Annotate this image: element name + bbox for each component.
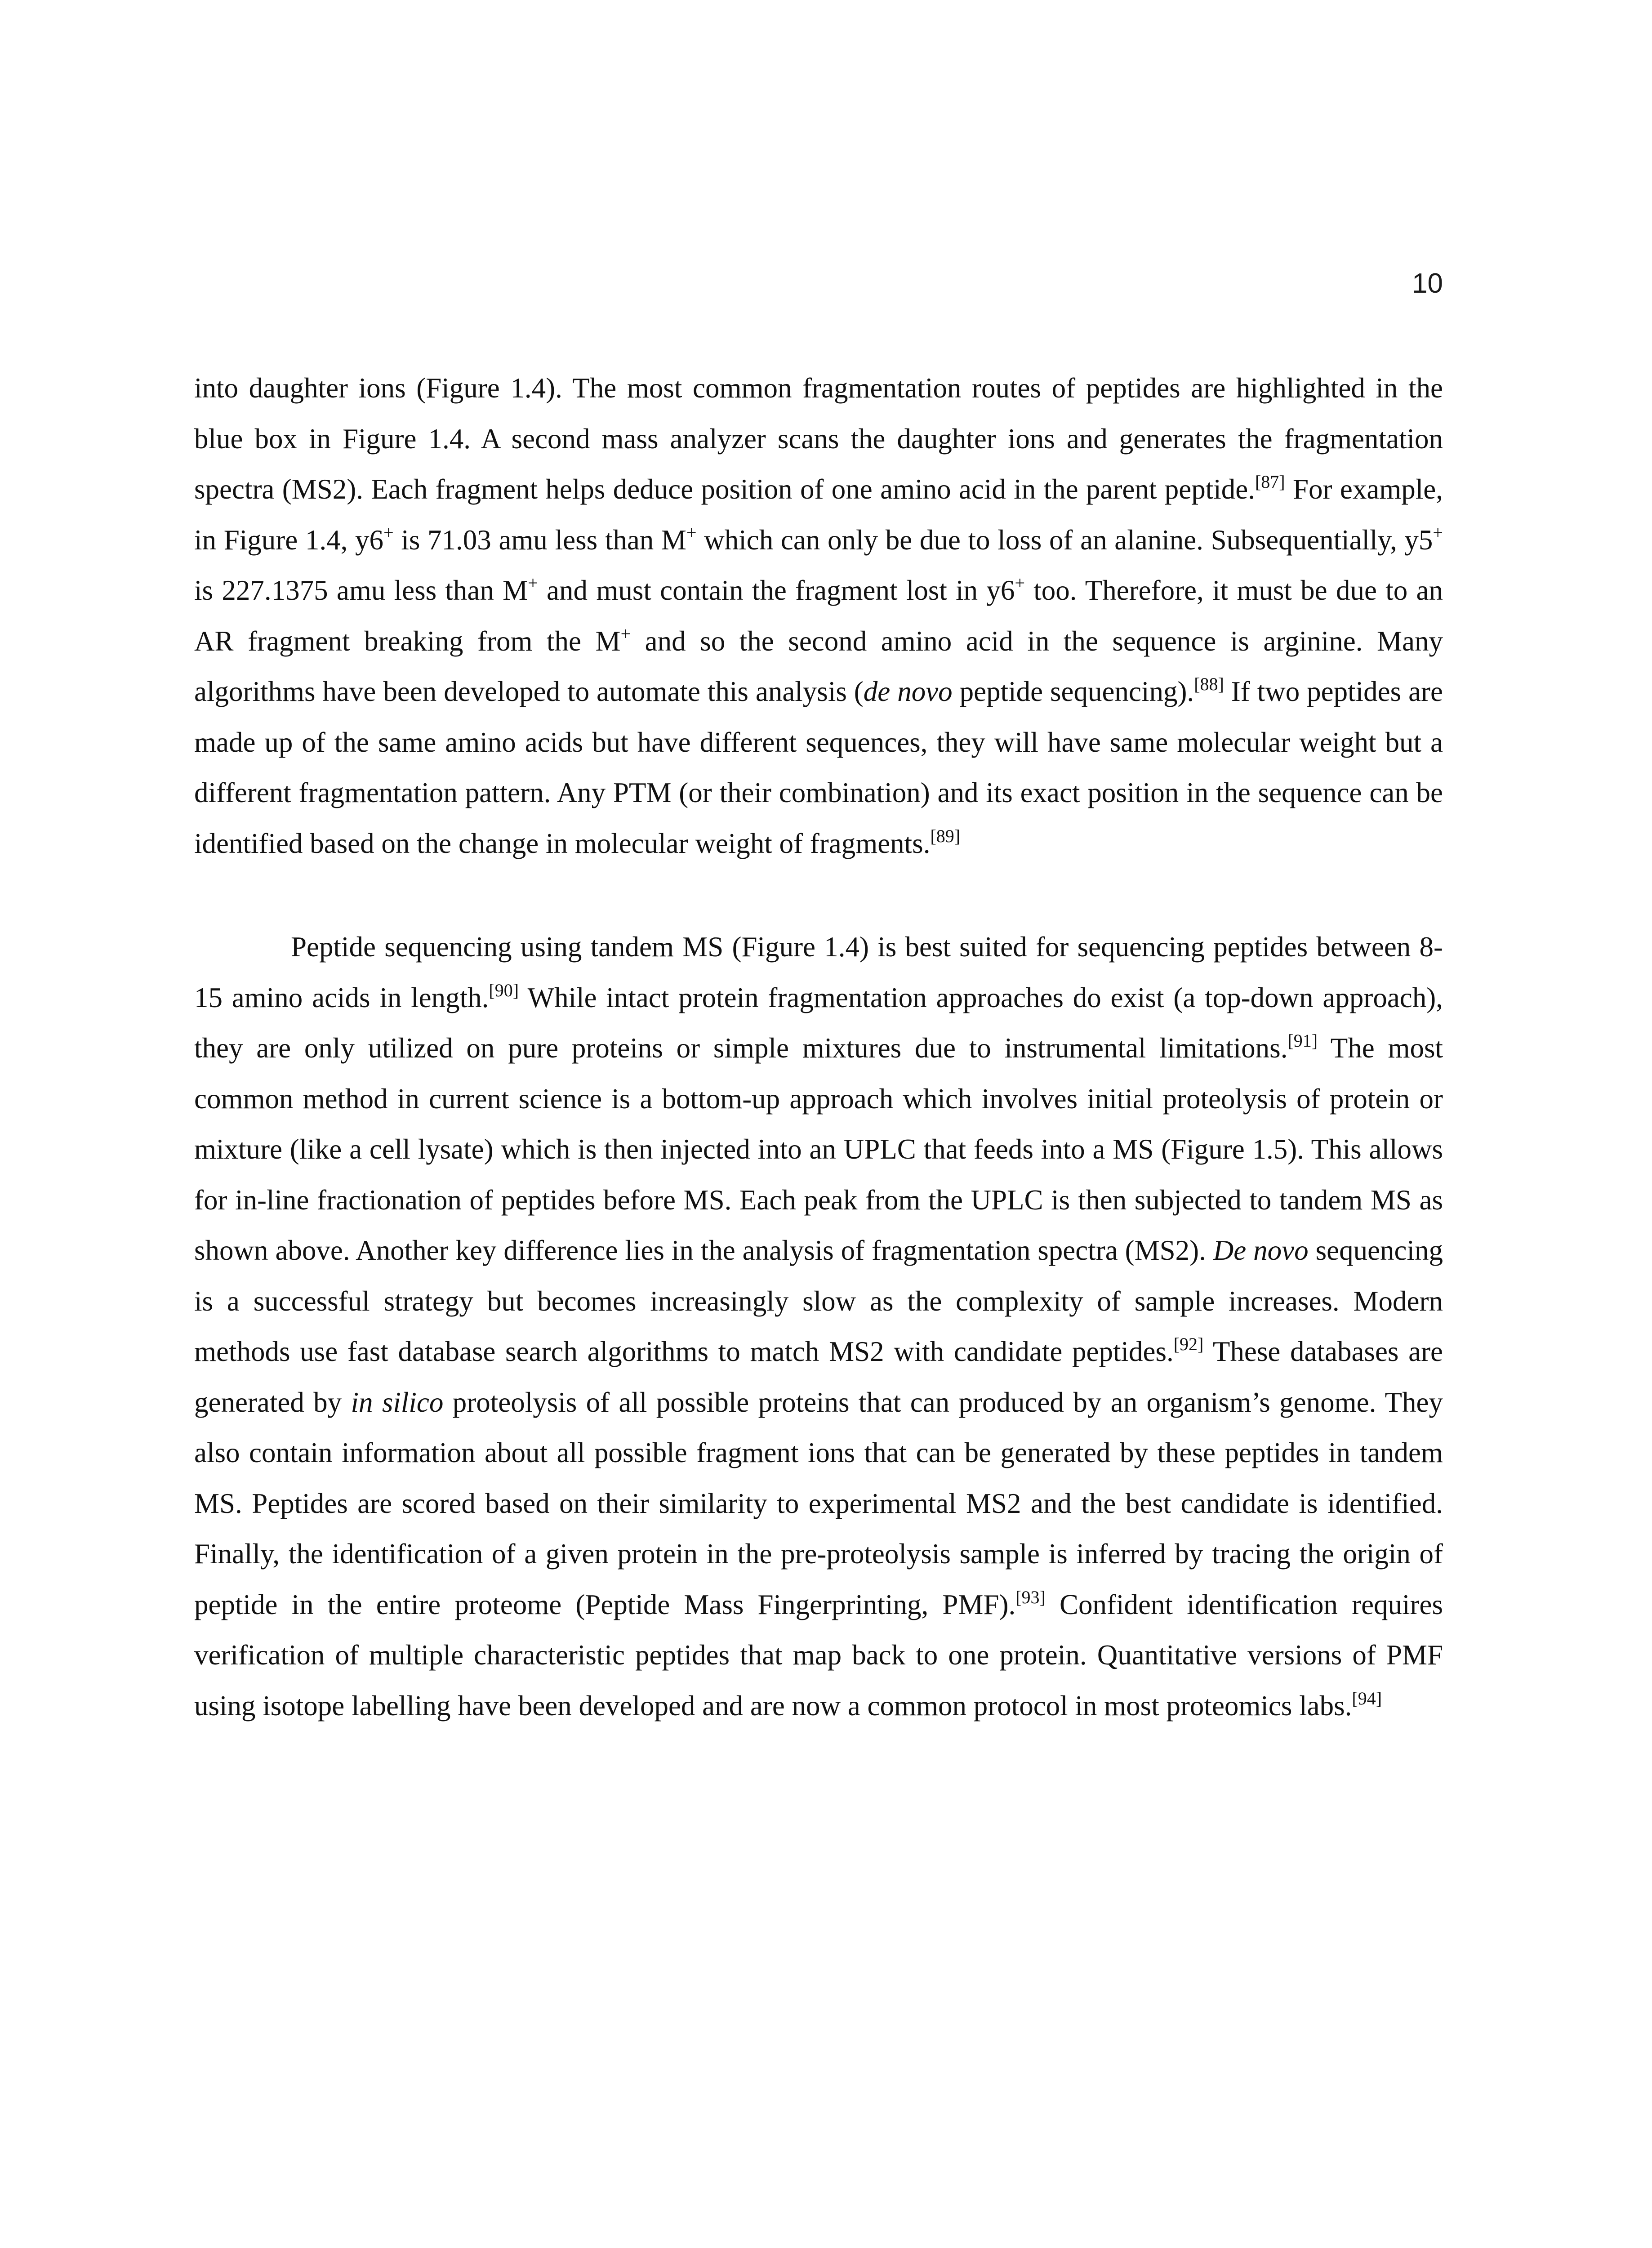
text-run: into daughter ions (Figure 1.4). The most common fragmentation routes of peptides are highlighted in the blue box in Figure 1.4. A second mass analyzer scans the daughter ions and generates the fragmentation spectra (MS2). Each fragment helps deduce position of one amino acid in the parent peptide. [194,372,1443,505]
italic-term: in silico [351,1386,444,1418]
text-run: is 227.1375 amu less than M [194,575,528,606]
text-run: peptide sequencing). [952,676,1194,707]
text-run: sequencing is a successful strategy but becomes increasingly slow as the complexity of sample increases. Modern methods use fast database search algorithms to match MS2 with candidate peptides. [194,1235,1443,1367]
text-run: While intact protein fragmentation approaches do exist (a top-down approach), they are only utilized on pure proteins or simple mixtures due to instrumental limitations. [194,981,1443,1064]
charge-superscript: + [1433,522,1443,543]
text-run: Confident identification requires verification of multiple characteristic peptides that map back to one protein. Quantitative versions of PMF using isotope labelling have been developed and are now a common protocol in most proteomics labs. [194,1588,1443,1722]
text-run: proteolysis of all possible proteins that can produced by an organism’s genome. They also contain information about all possible fragment ions that can be generated by these peptides in tandem MS. Peptides are scored based on their similarity to experimental MS2 and the best candidate is identified. Finally, the identification of a given protein in the pre-proteolysis sample is inferred by tracing the origin of peptide in the entire proteome (Peptide Mass Fingerprinting, PMF). [194,1386,1443,1620]
citation-92: [92] [1173,1334,1204,1354]
citation-89: [89] [930,825,961,846]
citation-88: [88] [1194,674,1224,694]
text-run: is 71.03 amu less than M [393,524,686,556]
text-run: Peptide sequencing using tandem MS (Figure 1.4) is best suited for sequencing peptides between 8-15 amino acids in length. [194,931,1443,1013]
paragraph-1 [194,363,1443,869]
paragraph-2 [194,922,1443,1731]
charge-superscript: + [383,522,394,543]
citation-91: [91] [1287,1030,1318,1051]
italic-term: de novo [863,676,953,707]
charge-superscript: + [686,522,697,543]
text-run: If two peptides are made up of the same amino acids but have different sequences, they will have same molecular weight but a different fragmentation pattern. Any PTM (or their combination) and its exact position in the sequence can be identified based on the change in molecular weight of fragments. [194,676,1443,859]
text-run: For example, in Figure 1.4, y6 [194,473,1443,556]
page-number: 10 [1412,268,1443,299]
italic-term: De novo [1213,1235,1309,1266]
charge-superscript: + [528,573,538,593]
text-run: and must contain the fragment lost in y6 [538,575,1015,606]
text-run: too. Therefore, it must be due to an AR fragment breaking from the M [194,575,1443,657]
text-run: which can only be due to loss of an alanine. Subsequentially, y5 [696,524,1433,556]
charge-superscript: + [1015,573,1025,593]
citation-94: [94] [1352,1688,1382,1708]
text-run: and so the second amino acid in the sequence is arginine. Many algorithms have been developed to automate this analysis ( [194,625,1443,707]
text-run: These databases are generated by [194,1336,1443,1418]
citation-87: [87] [1255,472,1285,492]
text-run: The most common method in current science is a bottom-up approach which involves initial proteolysis of protein or mixture (like a cell lysate) which is then injected into an UPLC that feeds into a MS (Figure 1.5). This allows for in-line fractionation of peptides before MS. Each peak from the UPLC is then subjected to tandem MS as shown above. Another key difference lies in the analysis of fragmentation spectra (MS2). [194,1032,1443,1266]
citation-90: [90] [489,980,519,1000]
charge-superscript: + [620,623,631,644]
citation-93: [93] [1015,1587,1046,1607]
